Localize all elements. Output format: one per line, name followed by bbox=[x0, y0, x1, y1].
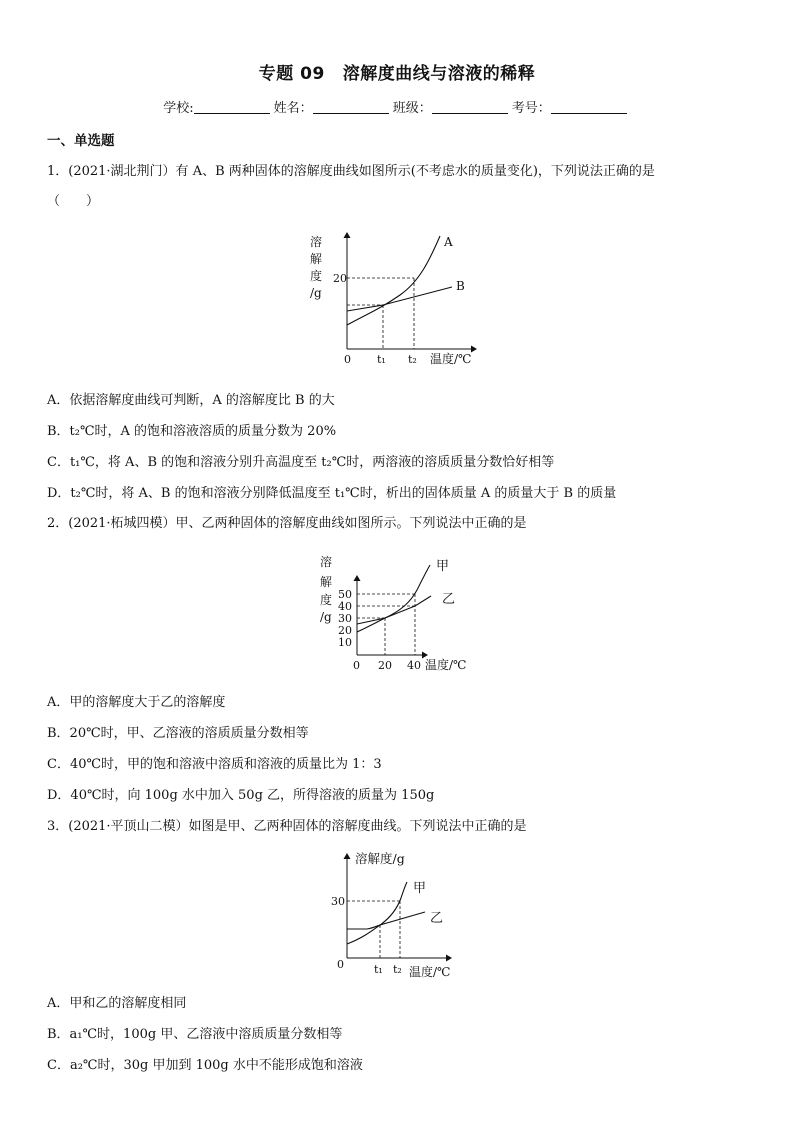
q3-xtick-t2: t₂ bbox=[393, 963, 402, 976]
q1-curve-b bbox=[347, 287, 452, 311]
school-field[interactable] bbox=[194, 100, 270, 114]
q1-stem: 1．(2021·湖北荆门）有 A、B 两种固体的溶解度曲线如图所示(不考虑水的质量变化)，下列说法正确的是 bbox=[47, 164, 655, 179]
q1-ylabel-2: 解 bbox=[310, 252, 323, 266]
q1-label-b: B bbox=[456, 279, 465, 293]
q2-ytick-50: 50 bbox=[338, 588, 352, 601]
q2-ytick-10: 10 bbox=[338, 636, 352, 649]
q2-xlabel: 温度/℃ bbox=[425, 658, 467, 672]
name-field[interactable] bbox=[313, 100, 389, 114]
q3-curve-jia bbox=[347, 882, 407, 944]
q2-ylabel-4: /g bbox=[320, 610, 332, 624]
q3-ytick-30: 30 bbox=[331, 895, 345, 908]
q1-option-b[interactable]: B．t₂℃时，A 的饱和溶液溶质的质量分数为 20% bbox=[47, 424, 337, 439]
q3-stem: 3．(2021·平顶山二模）如图是甲、乙两种固体的溶解度曲线。下列说法中正确的是 bbox=[47, 819, 527, 834]
q1-xlabel: 温度/℃ bbox=[430, 352, 472, 366]
page-title bbox=[0, 59, 794, 84]
q2-option-d[interactable]: D．40℃时，向 100g 水中加入 50g 乙，所得溶液的质量为 150g bbox=[47, 788, 435, 803]
q3-option-b[interactable]: B．a₁℃时，100g 甲、乙溶液中溶质质量分数相等 bbox=[47, 1027, 343, 1042]
q3-solubility-chart bbox=[325, 846, 475, 980]
q2-curve-yi bbox=[357, 596, 431, 624]
q2-ytick-20: 20 bbox=[338, 624, 352, 637]
q1-answer-paren: （ ） bbox=[47, 194, 100, 209]
q2-label-yi: 乙 bbox=[442, 592, 456, 607]
q1-label-a: A bbox=[444, 235, 453, 249]
class-field[interactable] bbox=[432, 100, 508, 114]
q3-xlabel: 温度/℃ bbox=[409, 965, 451, 979]
q1-xtick-t2: t₂ bbox=[408, 353, 417, 366]
q2-xtick-40: 40 bbox=[407, 659, 421, 672]
q1-curve-a bbox=[347, 236, 440, 325]
q3-origin: 0 bbox=[337, 958, 344, 971]
q1-ylabel-1: 溶 bbox=[310, 235, 323, 249]
q2-origin: 0 bbox=[353, 659, 360, 672]
title-topic: 专题 09 bbox=[258, 64, 325, 84]
q2-ytick-30: 30 bbox=[338, 612, 352, 625]
q1-option-c[interactable]: C．t₁℃，将 A、B 的饱和溶液分别升高温度至 t₂℃时，两溶液的溶质质量分数恰好相等 bbox=[47, 455, 555, 470]
q2-stem: 2．(2021·柘城四模）甲、乙两种固体的溶解度曲线如图所示。下列说法中正确的是 bbox=[47, 516, 527, 531]
q2-option-b[interactable]: B．20℃时，甲、乙溶液的溶质质量分数相等 bbox=[47, 726, 309, 741]
q1-origin: 0 bbox=[344, 353, 351, 366]
q1-ylabel-4: /g bbox=[310, 286, 322, 300]
q3-xtick-t1: t₁ bbox=[374, 963, 383, 976]
q3-ylabel: 溶解度/g bbox=[355, 851, 405, 866]
title-name: 溶解度曲线与溶液的稀释 bbox=[342, 64, 536, 84]
q1-ylabel-3: 度 bbox=[310, 269, 323, 283]
q2-ylabel-1: 溶 bbox=[320, 555, 333, 569]
q3-option-a[interactable]: A．甲和乙的溶解度相同 bbox=[47, 996, 187, 1011]
q2-label-jia: 甲 bbox=[436, 559, 450, 574]
q1-solubility-chart bbox=[290, 225, 490, 371]
q2-option-c[interactable]: C．40℃时，甲的饱和溶液中溶质和溶液的质量比为 1：3 bbox=[47, 757, 382, 772]
q2-option-a[interactable]: A．甲的溶解度大于乙的溶解度 bbox=[47, 695, 226, 710]
student-info-line bbox=[0, 97, 794, 116]
q1-ytick-20: 20 bbox=[333, 272, 347, 285]
class-label: 班级： bbox=[392, 101, 432, 116]
q2-ytick-40: 40 bbox=[338, 600, 352, 613]
q1-xtick-t1: t₁ bbox=[377, 353, 386, 366]
section-heading: 一、单选题 bbox=[47, 133, 115, 149]
q2-xtick-20: 20 bbox=[378, 659, 392, 672]
exam-no-field[interactable] bbox=[551, 100, 627, 114]
exam-no-label: 考号： bbox=[511, 101, 551, 116]
q3-label-yi: 乙 bbox=[430, 911, 444, 926]
name-label: 姓名： bbox=[273, 101, 313, 116]
q2-solubility-chart bbox=[305, 548, 490, 674]
q1-option-a[interactable]: A．依据溶解度曲线可判断，A 的溶解度比 B 的大 bbox=[47, 393, 335, 408]
q2-ylabel-2: 解 bbox=[320, 575, 333, 589]
q1-option-d[interactable]: D．t₂℃时，将 A、B 的饱和溶液分别降低温度至 t₁℃时，析出的固体质量 A 的质量大于 B 的质量 bbox=[47, 486, 617, 501]
q3-label-jia: 甲 bbox=[413, 881, 427, 896]
q2-ylabel-3: 度 bbox=[320, 593, 333, 607]
school-label: 学校: bbox=[163, 101, 194, 116]
q3-option-c[interactable]: C．a₂℃时，30g 甲加到 100g 水中不能形成饱和溶液 bbox=[47, 1058, 363, 1073]
